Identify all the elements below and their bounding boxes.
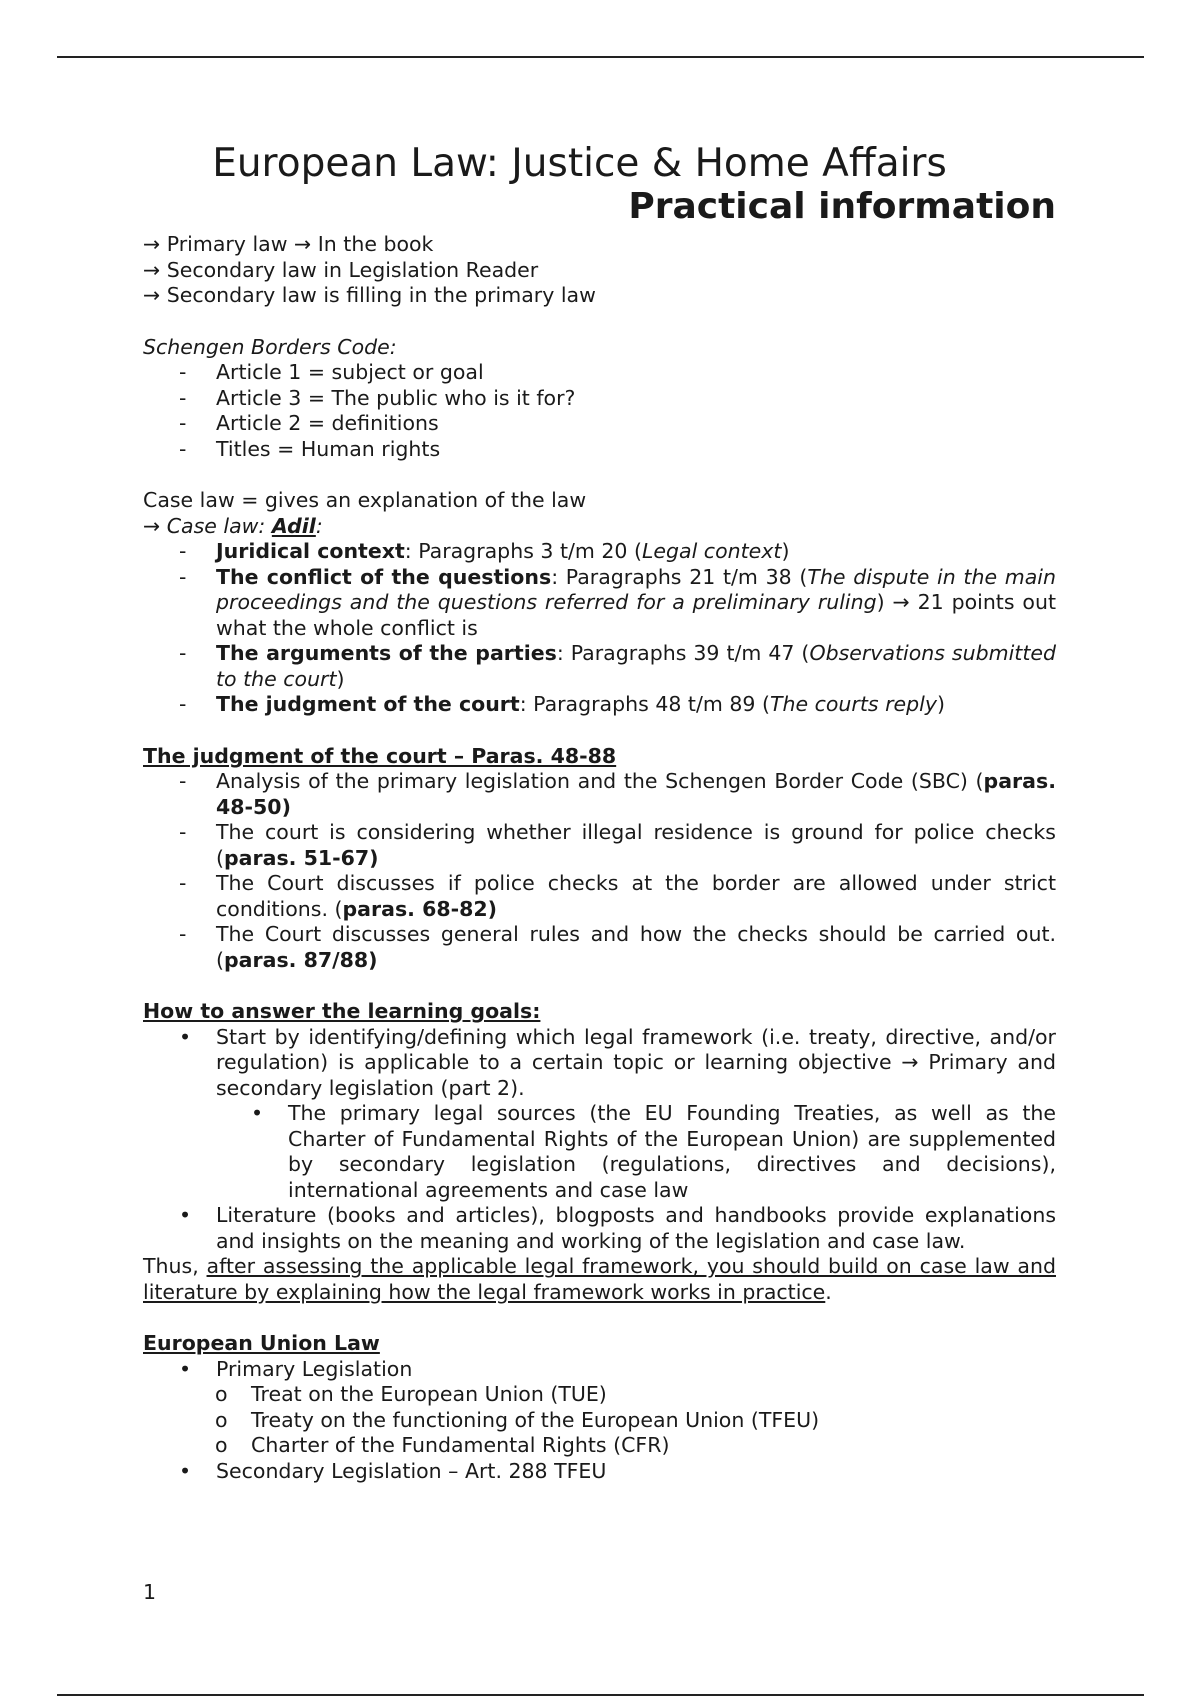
list-item: - The conflict of the questions: Paragraphs 21 t/m 38 (The dispute in the main proceedings and the questions referred for a preliminary ruling) → 21 points out what the whole conflict is xyxy=(179,564,1056,640)
eu-law-list xyxy=(143,1357,1056,1485)
list-item: - Titles = Human rights xyxy=(179,436,441,461)
schengen-list xyxy=(143,360,1056,462)
intro-line-1: → Primary law → In the book xyxy=(143,232,434,256)
list-item: - The court is considering whether illegal residence is ground for police checks (paras. 51-67) xyxy=(179,820,1056,870)
header-rule xyxy=(57,56,1144,58)
intro-line-2: → Secondary law in Legislation Reader xyxy=(143,257,539,282)
list-item: - The Court discusses general rules and how the checks should be carried out. (paras. 87/88) xyxy=(179,922,1056,972)
judgment-list xyxy=(143,769,1056,973)
list-item: - The judgment of the court: Paragraphs 48 t/m 89 (The courts reply) xyxy=(179,692,945,716)
document-subtitle: Practical information xyxy=(628,186,1056,227)
list-item: o Treaty on the functioning of the European Union (TFEU) xyxy=(215,1407,820,1432)
list-item: - The Court discusses if police checks at the border are allowed under strict conditions. (paras. 68-82) xyxy=(179,871,1056,921)
list-item: - Article 3 = The public who is it for? xyxy=(179,385,576,410)
list-item: - Article 1 = subject or goal xyxy=(179,360,484,384)
list-item: - Juridical context: Paragraphs 3 t/m 20 (Legal context) xyxy=(179,539,790,563)
list-item: • The primary legal sources (the EU Founding Treaties, as well as the Charter of Fundamental Rights of the European Union) are supplemented by secondary legislation (regulations, directives and decisions), international agreements and case law xyxy=(251,1101,1056,1202)
eu-law-heading: European Union Law xyxy=(143,1331,380,1355)
page-number: 1 xyxy=(143,1580,157,1604)
caselaw-label: → Case law: Adil: xyxy=(143,513,323,538)
list-item: o Charter of the Fundamental Rights (CFR) xyxy=(215,1433,670,1457)
list-item: • Literature (books and articles), blogposts and handbooks provide explanations and insights on the meaning and working of the legislation and case law. xyxy=(179,1203,1056,1253)
list-item: - Analysis of the primary legislation and the Schengen Border Code (SBC) (paras. 48-50) xyxy=(179,769,1056,819)
goals-heading: How to answer the learning goals: xyxy=(143,999,541,1023)
caselaw-line: Case law = gives an explanation of the law xyxy=(143,488,587,512)
schengen-label: Schengen Borders Code: xyxy=(143,334,397,359)
document-title: European Law: Justice & Home Affairs xyxy=(212,141,947,186)
goals-list xyxy=(143,1025,1056,1255)
list-item: • Primary Legislation xyxy=(179,1356,413,1381)
footer-rule xyxy=(57,1694,1144,1696)
list-item: - Article 2 = definitions xyxy=(179,411,439,435)
caselaw-list xyxy=(143,539,1056,718)
document-page xyxy=(143,142,1056,1484)
intro-line-3: → Secondary law is filling in the primary law xyxy=(143,283,596,307)
list-item: - The arguments of the parties: Paragraphs 39 t/m 47 (Observations submitted to the court) xyxy=(179,641,1056,691)
list-item: • Start by identifying/defining which legal framework (i.e. treaty, directive, and/or regulation) is applicable to a certain topic or learning objective → Primary and secondary legislation (part 2). xyxy=(179,1024,1056,1100)
list-item: • Secondary Legislation – Art. 288 TFEU xyxy=(179,1458,607,1483)
goals-conclusion: Thus, after assessing the applicable legal framework, you should build on case law and literature by explaining how the legal framework works in practice. xyxy=(143,1254,1056,1304)
judgment-heading: The judgment of the court – Paras. 48-88 xyxy=(143,743,617,768)
list-item: o Treat on the European Union (TUE) xyxy=(215,1382,607,1406)
